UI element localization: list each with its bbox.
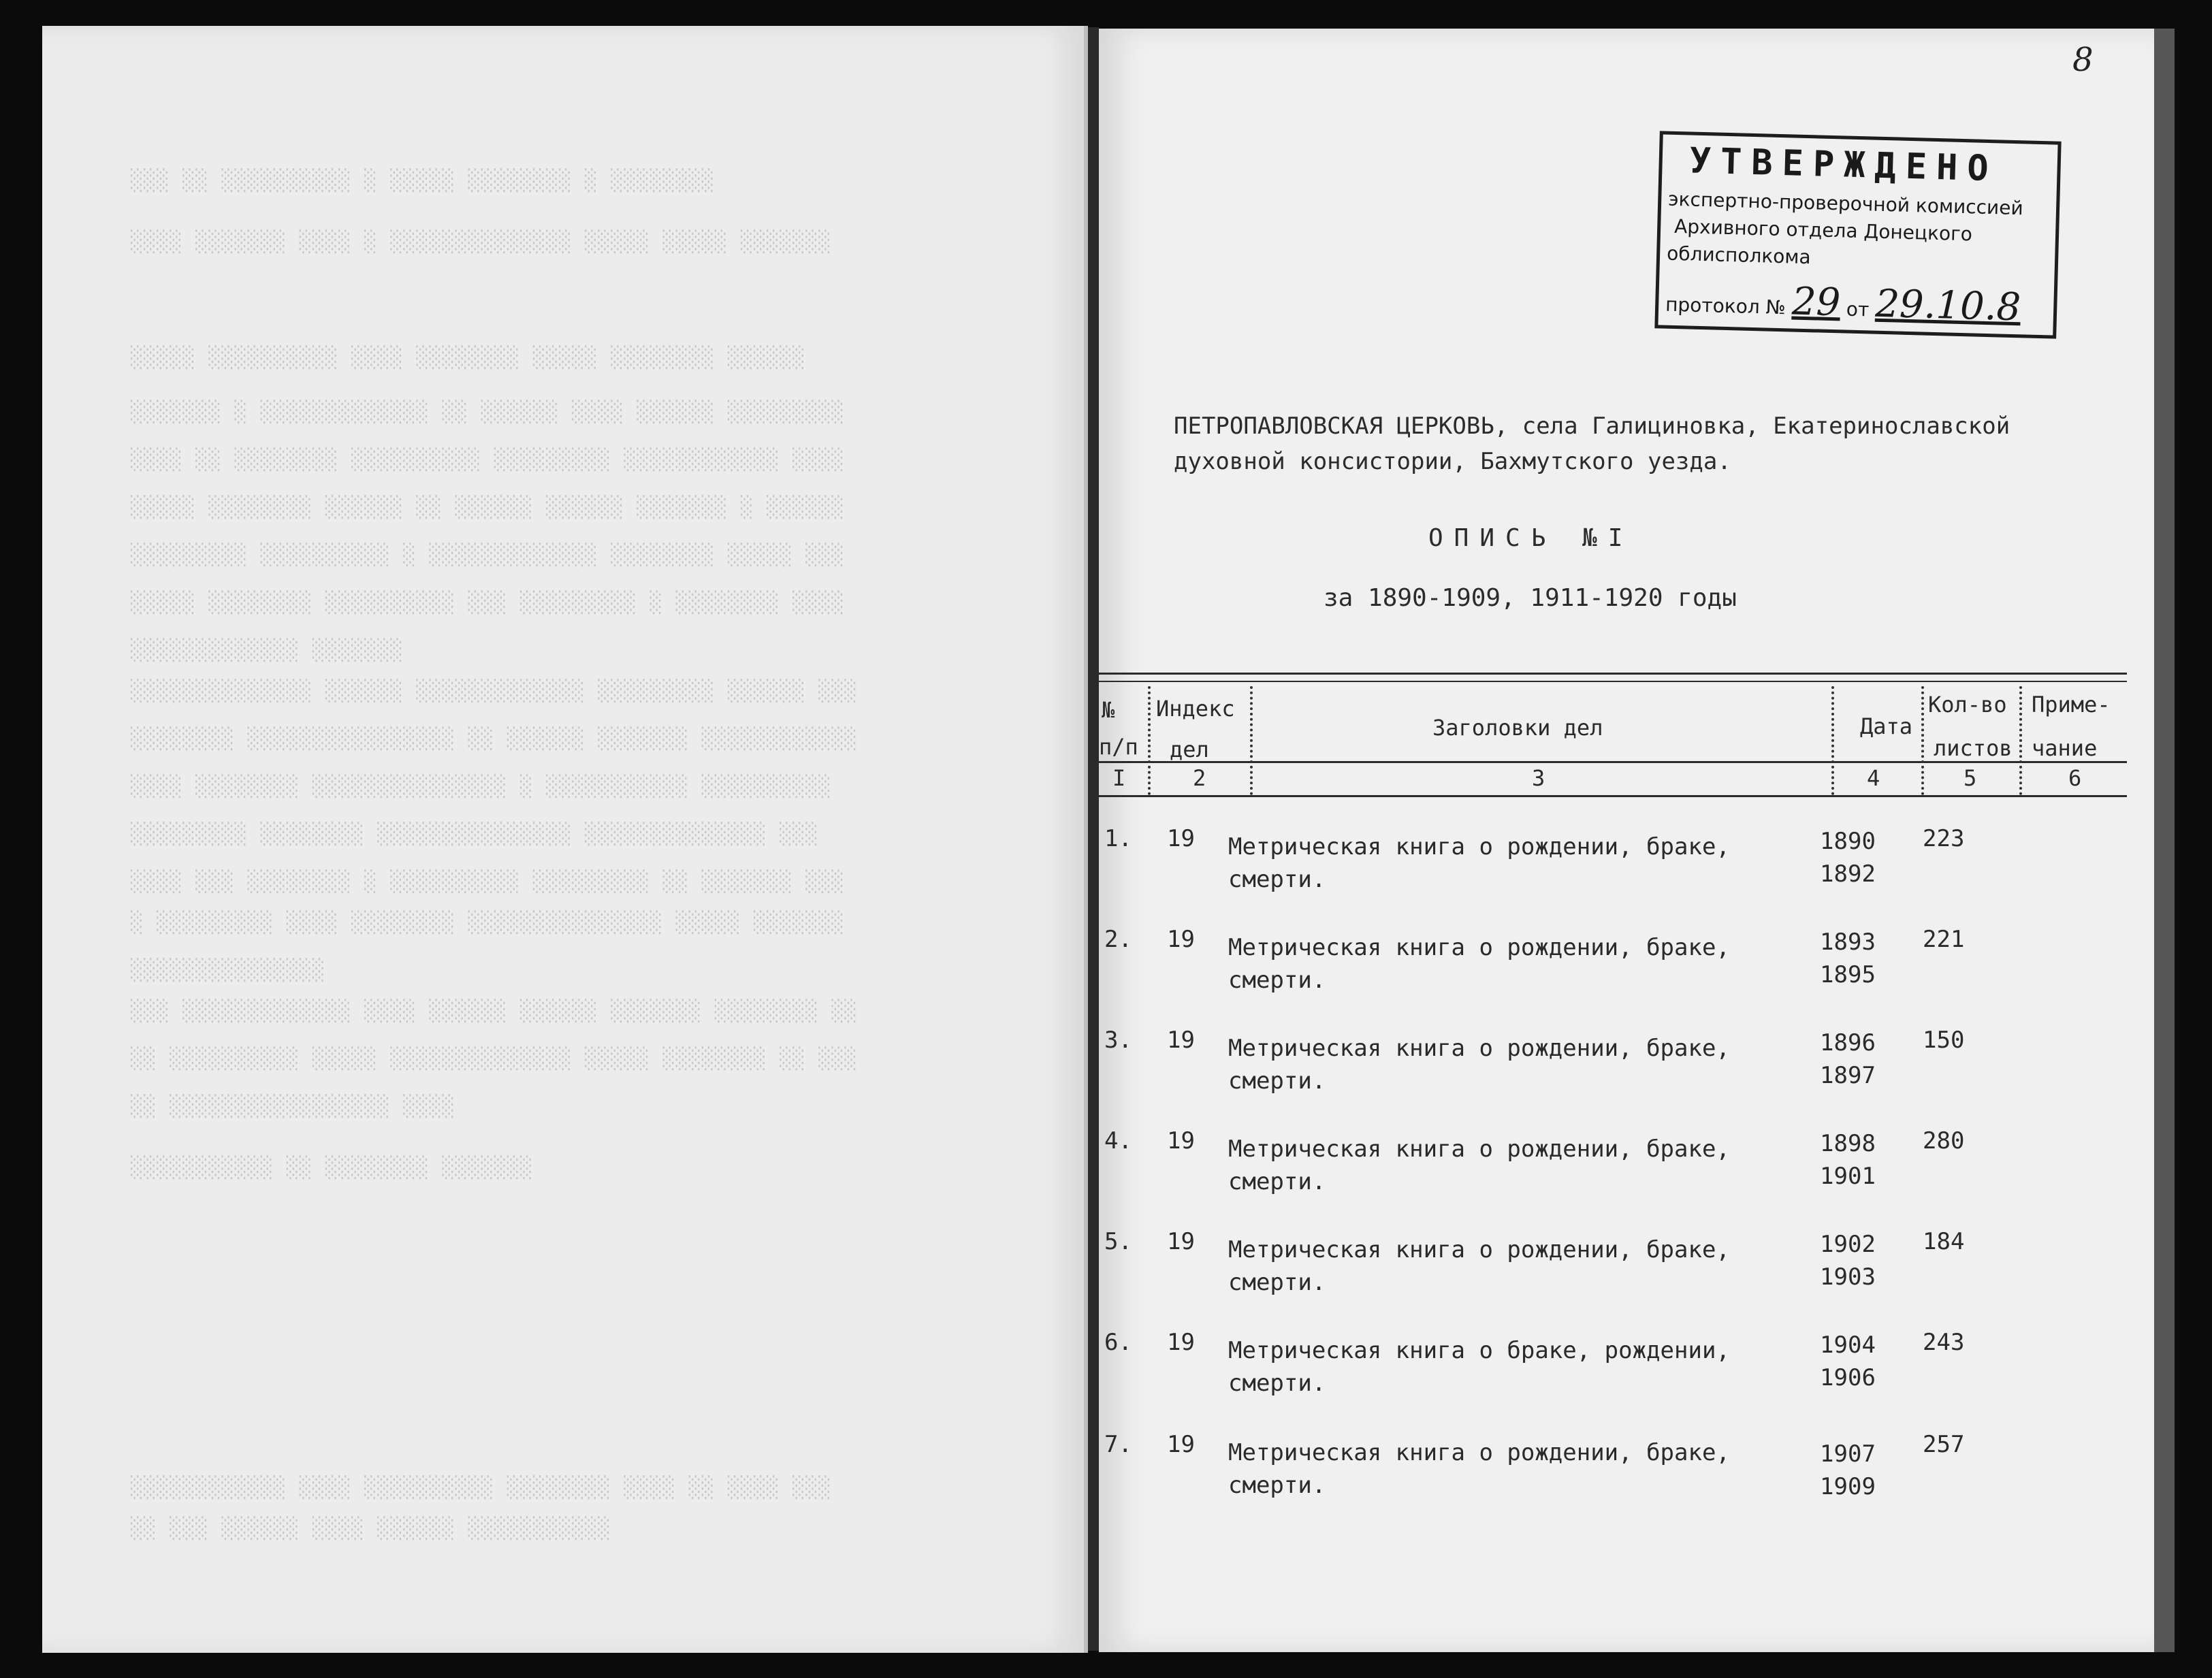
- row-number: 7.: [1104, 1431, 1132, 1458]
- table-row: [1099, 825, 2120, 900]
- row-title-line1: Метрическая книга о рождении, браке,: [1228, 1439, 1730, 1466]
- row-date-to: 1897: [1820, 1062, 1876, 1089]
- bleed-through-text: ░░ ░░░░░░░░░░░░░░░░░ ░░░░: [131, 1095, 455, 1118]
- stamp-date-label: от: [1846, 297, 1870, 321]
- row-title-line1: Метрическая книга о рождении, браке,: [1228, 1135, 1730, 1163]
- column-divider: [2019, 686, 2022, 795]
- book-right-edge: [2154, 29, 2175, 1652]
- row-date-from: 1902: [1820, 1231, 1876, 1258]
- right-page-inventory: [1099, 29, 2154, 1652]
- row-title-line1: Метрическая книга о браке, рождении,: [1228, 1337, 1730, 1364]
- bleed-through-text: ░░░░░ ░░░░░░░░ ░░░░░░░░░░ ░░░ ░░░░░░░░░ ░ ░░░░░░░░ ░░░░: [131, 591, 845, 615]
- row-index: 19: [1167, 926, 1195, 953]
- row-index: 19: [1167, 1431, 1195, 1458]
- row-sheets: 223: [1923, 825, 1965, 852]
- bleed-through-text: ░░░░░░░░░░░░ ░░░░ ░░░░░░░░░░ ░░░░░░░░ ░░░░ ░░ ░░░░ ░░░: [131, 1476, 832, 1500]
- bleed-through-text: ░░ ░░░░░░░░░░ ░░░░░ ░░░░░░░░░░░░░░ ░░░░░ ░░░░░░░░ ░░ ░░░: [131, 1047, 858, 1071]
- row-date-from: 1893: [1820, 929, 1876, 956]
- header-num-line1: №: [1102, 697, 1115, 723]
- row-number: 1.: [1104, 825, 1132, 852]
- table-row: [1099, 1127, 2120, 1202]
- header-note-line2: чание: [2032, 735, 2098, 761]
- bleed-through-text: ░░░░░ ░░░░░░░░ ░░░░░░ ░░ ░░░░░░ ░░░░░░ ░░░░░░░ ░ ░░░░░░: [131, 496, 845, 519]
- row-date: [1814, 825, 1882, 890]
- row-date-to: 1901: [1820, 1163, 1876, 1190]
- row-number: 6.: [1104, 1329, 1132, 1356]
- bleed-through-text: ░░░░ ░░░░░░░ ░░░░ ░ ░░░░░░░░░░░░░░ ░░░░░ ░░░░░ ░░░░░░░: [131, 230, 832, 254]
- book-spine: [1088, 27, 1099, 1651]
- bleed-through-text: ░░░░░░░░░ ░░░░░░░░ ░░░░░░░░░░░░░░░ ░░░░░░░░░░░░░░ ░░░: [131, 822, 819, 846]
- row-title-line1: Метрическая книга о рождении, браке,: [1228, 1236, 1730, 1263]
- row-sheets: 184: [1923, 1228, 1965, 1255]
- inventory-years: за 1890-1909, 1911-1920 годы: [1324, 584, 1737, 612]
- bleed-through-text: ░░░░ ░░ ░░░░░░░░ ░░░░░░░░░░ ░░░░░░░░░ ░░░░░░░░░░░░ ░░░░: [131, 448, 845, 472]
- row-date: [1814, 1438, 1882, 1503]
- row-number: 5.: [1104, 1228, 1132, 1255]
- table-row: [1099, 1431, 2120, 1506]
- row-title-line1: Метрическая книга о рождении, браке,: [1228, 934, 1730, 961]
- row-date-from: 1896: [1820, 1029, 1876, 1056]
- bleed-through-text: ░ ░░░░░░░░░ ░░░░ ░░░░░░░░ ░░░░░░░░░░░░░░░ ░░░░░ ░░░░░░░: [131, 911, 845, 935]
- left-page-blank-verso: [42, 26, 1088, 1653]
- column-number-5: 5: [1963, 765, 1977, 791]
- column-divider: [1250, 686, 1253, 795]
- stamp-protocol-row: [1665, 276, 2021, 330]
- page-number: 8: [2072, 41, 2094, 79]
- bleed-through-text: ░░░ ░░░░░░░░░░░░░ ░░░░ ░░░░░░ ░░░░░░ ░░░░░░░ ░░░░░░░░ ░░: [131, 999, 858, 1023]
- row-date-to: 1909: [1820, 1473, 1876, 1500]
- row-title: [1228, 830, 1730, 896]
- bleed-through-text: ░░░░░░░░ ░░░░░░░░░░░░░░░░ ░░ ░░░░░░ ░░░░░░░ ░░░░░░░░░░░░: [131, 727, 858, 751]
- row-date-to: 1906: [1820, 1364, 1876, 1391]
- row-date: [1814, 926, 1882, 991]
- stamp-protocol-label: протокол №: [1665, 293, 1786, 319]
- approval-stamp: [1654, 131, 2061, 338]
- bleed-through-text: ░░░░░░░░░░░░░░░: [131, 958, 325, 982]
- header-index-line2: дел: [1170, 737, 1209, 762]
- row-sheets: 243: [1923, 1329, 1965, 1356]
- row-index: 19: [1167, 825, 1195, 852]
- row-title: [1228, 1133, 1730, 1198]
- row-title: [1228, 1233, 1730, 1299]
- row-index: 19: [1167, 1329, 1195, 1356]
- row-sheets: 150: [1923, 1027, 1965, 1054]
- header-date: Дата: [1860, 713, 1913, 739]
- bleed-through-text: ░░░░ ░░░░░░░░ ░░░░░░░░░░░░░░░ ░ ░░░░░░░░░░░ ░░░░░░░░░░: [131, 775, 832, 798]
- column-number-6: 6: [2068, 765, 2082, 791]
- row-index: 19: [1167, 1027, 1195, 1054]
- header-num-line2: п/п: [1099, 734, 1138, 760]
- heading-line-2: духовной консистории, Бахмутского уезда.: [1174, 448, 1731, 475]
- row-title-line1: Метрическая книга о рождении, браке,: [1228, 833, 1730, 860]
- row-date: [1814, 1329, 1882, 1394]
- row-title: [1228, 1334, 1730, 1400]
- row-date-to: 1895: [1820, 961, 1876, 988]
- table-top-rule: [1099, 673, 2127, 675]
- stamp-line-commission: экспертно-проверочной комиссией: [1667, 187, 2024, 220]
- column-numbers-rule: [1099, 795, 2127, 797]
- column-number-3: 3: [1532, 765, 1545, 791]
- row-index: 19: [1167, 1127, 1195, 1155]
- row-number: 4.: [1104, 1127, 1132, 1155]
- stamp-date-value: 29.10.8: [1874, 281, 2021, 330]
- stamp-line-department: Архивного отдела Донецкого: [1673, 214, 1973, 246]
- header-titles: Заголовки дел: [1432, 715, 1603, 741]
- table-row: [1099, 1228, 2120, 1303]
- row-date-from: 1890: [1820, 828, 1876, 855]
- row-date: [1814, 1027, 1882, 1092]
- row-sheets: 280: [1923, 1127, 1965, 1155]
- row-title-line2: смерти.: [1228, 866, 1326, 893]
- row-sheets: 221: [1923, 926, 1965, 953]
- row-title: [1228, 1436, 1730, 1502]
- bleed-through-text: ░░░░░░░░░░░░░░ ░░░░░░ ░░░░░░░░░░░░░ ░░░░░░░░░ ░░░░░░ ░░░: [131, 679, 858, 703]
- header-note-line1: Приме-: [2032, 692, 2111, 717]
- bleed-through-text: ░░░░ ░░░ ░░░░░░░░ ░ ░░░░░░░░░░ ░░░░░░░░░ ░░ ░░░░░░░ ░░░: [131, 870, 845, 894]
- row-title: [1228, 1032, 1730, 1097]
- row-title-line2: смерти.: [1228, 1472, 1326, 1499]
- row-title-line2: смерти.: [1228, 1269, 1326, 1296]
- row-title-line2: смерти.: [1228, 1168, 1326, 1195]
- bleed-through-text: ░░░░░░░░░░░░░ ░░░░░░░: [131, 639, 404, 662]
- table-row: [1099, 926, 2120, 1001]
- row-title: [1228, 931, 1730, 997]
- row-title-line2: смерти.: [1228, 1067, 1326, 1095]
- inventory-title: ОПИСЬ №I: [1428, 524, 1634, 552]
- header-sheets-line1: Кол-во: [1928, 692, 2007, 717]
- row-date-from: 1904: [1820, 1332, 1876, 1359]
- row-date-to: 1892: [1820, 860, 1876, 888]
- stamp-protocol-number: 29: [1791, 279, 1842, 325]
- heading-line-1: ПЕТРОПАВЛОВСКАЯ ЦЕРКОВЬ, села Галициновка, Екатеринославской: [1174, 413, 2010, 440]
- row-date-to: 1903: [1820, 1263, 1876, 1291]
- column-number-2: 2: [1193, 765, 1206, 791]
- stamp-title: УТВЕРЖДЕНО: [1688, 140, 1999, 190]
- header-bottom-rule: [1099, 761, 2127, 763]
- row-title-line1: Метрическая книга о рождении, браке,: [1228, 1035, 1730, 1062]
- column-number-4: 4: [1867, 765, 1880, 791]
- table-top-rule-inner: [1099, 681, 2127, 682]
- header-index-line1: Индекс: [1156, 696, 1235, 722]
- row-title-line2: смерти.: [1228, 1370, 1326, 1397]
- bleed-through-text: ░░░ ░░ ░░░░░░░░░░ ░ ░░░░░ ░░░░░░░░ ░ ░░░░░░░░: [131, 169, 715, 193]
- row-date-from: 1907: [1820, 1440, 1876, 1468]
- row-sheets: 257: [1923, 1431, 1965, 1458]
- row-index: 19: [1167, 1228, 1195, 1255]
- table-row: [1099, 1027, 2120, 1101]
- header-sheets-line2: листов: [1934, 735, 2013, 761]
- stamp-line-executive-committee: облисполкома: [1666, 242, 1812, 269]
- column-number-1: I: [1112, 765, 1126, 791]
- row-date: [1814, 1127, 1882, 1193]
- bleed-through-text: ░░░░░░░░░ ░░░░░░░░░░ ░ ░░░░░░░░░░░░░ ░░░░░░░░ ░░░░░ ░░░: [131, 543, 845, 567]
- row-date-from: 1898: [1820, 1130, 1876, 1157]
- row-title-line2: смерти.: [1228, 967, 1326, 994]
- column-divider: [1148, 686, 1151, 795]
- column-divider: [1831, 686, 1834, 795]
- row-date: [1814, 1228, 1882, 1293]
- bleed-through-text: ░░░░░ ░░░░░░░░░░ ░░░░ ░░░░░░░░ ░░░░░ ░░░░░░░░ ░░░░░░: [131, 346, 806, 370]
- column-divider: [1921, 686, 1924, 795]
- table-row: [1099, 1329, 2120, 1404]
- fund-heading: [1174, 408, 2010, 479]
- bleed-through-text: ░░░░░░░░░░░ ░░ ░░░░░░░░ ░░░░░░░: [131, 1156, 533, 1180]
- row-number: 3.: [1104, 1027, 1132, 1054]
- bleed-through-text: ░░ ░░░ ░░░░░░ ░░░░ ░░░░░░ ░░░░░░░░░░░: [131, 1517, 611, 1540]
- bleed-through-text: ░░░░░░░ ░ ░░░░░░░░░░░░░ ░░ ░░░░░░ ░░░░ ░░░░░░ ░░░░░░░░░: [131, 400, 845, 424]
- row-number: 2.: [1104, 926, 1132, 953]
